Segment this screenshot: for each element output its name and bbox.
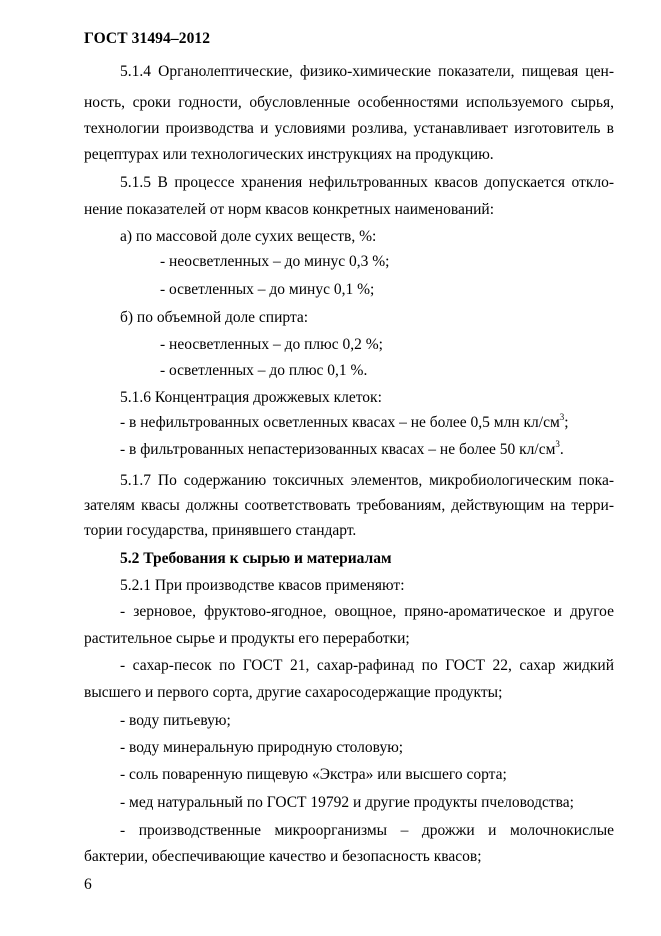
text-line: 5.1.7 По содержанию токсичных элементов, микробиологическим пока- (120, 472, 614, 489)
superscript: 3 (559, 412, 565, 422)
text-line: зателям квасы должны соответствовать требованиям, действующим на терри- (84, 497, 614, 514)
text-line: 5.1.4 Органолептические, физико-химические показатели, пищевая цен- (120, 63, 614, 80)
list-item: - соль поваренную пищевую «Экстра» или высшего сорта; (120, 766, 507, 783)
list-item: - воду минеральную природную столовую; (120, 739, 404, 756)
list-item: - зерновое, фруктово-ягодное, овощное, пряно-ароматическое и другое (120, 603, 614, 620)
text-line: растительное сырье и продукты его переработки; (84, 630, 410, 647)
list-item: - в фильтрованных непастеризованных квасах – не более 50 $кл/см^3$. (120, 439, 564, 458)
superscript: 3 (555, 439, 560, 449)
text-line: а) по массовой доле сухих веществ, %: (120, 228, 377, 245)
document-header: ГОСТ 31494–2012 (84, 30, 211, 47)
text-line: ность, сроки годности, обусловленные особенностями используемого сырья, (84, 94, 614, 111)
list-item: - неосветленных – до минус 0,3 %; (160, 253, 390, 270)
text-line: 5.1.6 Концентрация дрожжевых клеток: (120, 389, 382, 406)
text-line: 5.1.5 В процессе хранения нефильтрованных квасов допускается откло- (120, 174, 614, 191)
text-line: тории государства, принявшего стандарт. (84, 522, 357, 539)
list-item: - в нефильтрованных осветленных квасах – не более 0,5 млн $кл/см^3$; (120, 412, 569, 431)
text-line: рецептурах или технологических инструкциях на продукцию. (84, 146, 494, 163)
list-item: - сахар-песок по ГОСТ 21, сахар-рафинад по ГОСТ 22, сахар жидкий (120, 657, 614, 674)
text-line: 5.2.1 При производстве квасов применяют: (120, 577, 405, 594)
list-item: - неосветленных – до плюс 0,2 %; (160, 336, 383, 353)
text-line: технологии производства и условиями розлива, устанавливает изготовитель в (84, 120, 614, 137)
section-heading: 5.2 Требования к сырью и материалам (120, 550, 392, 567)
text-line: высшего и первого сорта, другие сахаросодержащие продукты; (84, 684, 503, 701)
text-line: б) по объемной доле спирта: (120, 309, 309, 326)
list-item: - осветленных – до плюс 0,1 %. (160, 362, 368, 379)
list-item: - осветленных – до минус 0,1 %; (160, 281, 375, 298)
list-item: - мед натуральный по ГОСТ 19792 и другие продукты пчеловодства; (120, 794, 574, 811)
list-item: - воду питьевую; (120, 712, 231, 729)
page-number: 6 (84, 876, 92, 893)
list-item: - производственные микроорганизмы – дрожжи и молочнокислые (120, 822, 614, 839)
text-line: нение показателей от норм квасов конкретных наименований: (84, 201, 495, 218)
text-line: бактерии, обеспечивающие качество и безопасность квасов; (84, 848, 482, 865)
